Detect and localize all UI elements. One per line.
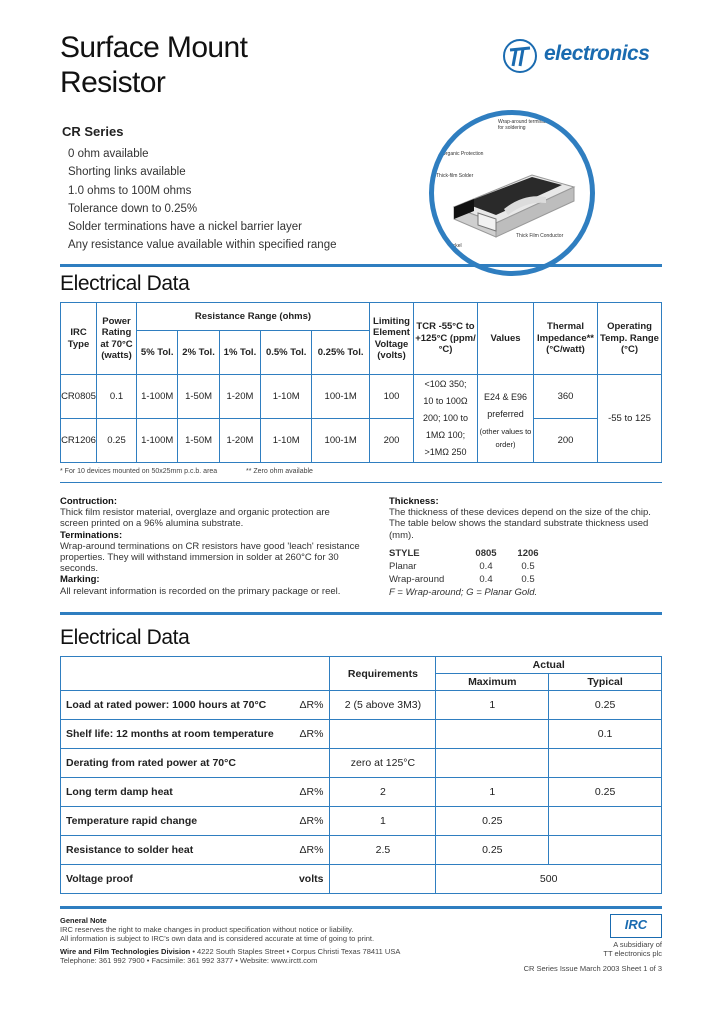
list-item: Solder terminations have a nickel barrier layer — [68, 221, 302, 234]
col-header: Values — [478, 303, 534, 375]
diagram-label: Nickel — [448, 243, 462, 249]
table-row: Resistance to solder heat ΔR% 2.5 0.25 — [61, 836, 662, 865]
table-row: Shelf life: 12 months at room temperature ΔR% 0.1 — [61, 720, 662, 749]
col-header: IRC Type — [61, 303, 97, 375]
footer-right: A subsidiary of TT electronics plc — [603, 940, 662, 958]
section-heading: Electrical Data — [60, 626, 190, 649]
tt-electronics-logo: electronics — [500, 36, 665, 76]
col-header: 2% Tol. — [178, 331, 219, 375]
col-header: 5% Tol. — [137, 331, 178, 375]
list-item: Any resistance value available within specified range — [68, 239, 337, 252]
section-rule — [60, 264, 662, 267]
table-row: CR1206 0.25 1-100M 1-50M 1-20M 1-10M 100-1M 200 200 — [61, 419, 662, 463]
diagram-label: Thick Film Conductor — [516, 233, 564, 239]
col-header: Limiting Element Voltage (volts) — [370, 303, 414, 375]
thickness-notes: Thickness: The thickness of these devices depend on the size of the chip. The table below shows the standard substrate thickness used (mm). STYLE 0805 1206 Planar 0.4 0.5 Wrap-around 0.4 0.5 F = Wrap-around; G = Planar Gold. — [389, 496, 651, 599]
col-header: TCR -55°C to +125°C (ppm/°C) — [414, 303, 478, 375]
col-header: Typical — [549, 674, 662, 691]
footer-notes: General Note IRC reserves the right to make changes in product specification without notice or liability. All information is subject to IRC's own data and is considered accurate at time of going to print. Wire and Film Technologies Division • 4222 South Staples Street • Corpus Christi Texas 78411 USA Telephone: 361 992 7900 • Facsimile: 361 992 3377 • Website: www.irctt.com — [60, 916, 401, 965]
table-row: Temperature rapid change ΔR% 1 0.25 — [61, 807, 662, 836]
col-header: Thermal Impedance** (°C/watt) — [534, 303, 598, 375]
thickness-table: STYLE 0805 1206 Planar 0.4 0.5 Wrap-around 0.4 0.5 — [389, 547, 549, 587]
col-header: Maximum — [436, 674, 549, 691]
col-header: 0.5% Tol. — [261, 331, 312, 375]
issue-info: CR Series Issue March 2003 Sheet 1 of 3 — [523, 964, 662, 973]
col-header: Power Rating at 70°C (watts) — [97, 303, 137, 375]
tcr-cell: <10Ω 350; 10 to 100Ω 200; 100 to 1MΩ 100; >1MΩ 250 — [414, 375, 478, 463]
col-header: Requirements — [330, 657, 436, 691]
diagram-label: Thick-film Solder — [436, 173, 474, 179]
list-item: 0 ohm available — [68, 148, 149, 160]
list-item: Shorting links available — [68, 166, 186, 179]
page-title: Surface Mount Resistor — [60, 31, 248, 99]
list-item: 1.0 ohms to 100M ohms — [68, 184, 192, 197]
tt-logo-icon — [500, 36, 540, 76]
table-row: Load at rated power: 1000 hours at 70°C ΔR% 2 (5 above 3M3) 1 0.25 — [61, 691, 662, 720]
footer-rule — [60, 906, 662, 909]
col-header: Actual — [436, 657, 662, 674]
irc-logo: IRC — [610, 914, 662, 938]
feature-list — [68, 145, 337, 255]
table-row: Voltage proof volts 500 — [61, 865, 662, 894]
table-row: CR0805 0.1 1-100M 1-50M 1-20M 1-10M 100-1M 100 <10Ω 350; 10 to 100Ω 200; 100 to 1MΩ 100; >1MΩ 250 E24 & E96 preferred (other values to order) 360 -55 to 125 — [61, 375, 662, 419]
diagram-label: Wrap-around terminations for soldering — [498, 119, 556, 131]
table-row: Derating from rated power at 70°C zero at 125°C — [61, 749, 662, 778]
col-header: Operating Temp. Range (°C) — [598, 303, 662, 375]
footnote: * For 10 devices mounted on 50x25mm p.c.b. area — [60, 468, 218, 475]
table-row: Wrap-around 0.4 0.5 — [389, 574, 535, 586]
diagram-label: Organic Protection — [442, 151, 484, 157]
footnote: ** Zero ohm available — [246, 468, 313, 475]
table-row: Long term damp heat ΔR% 2 1 0.25 — [61, 778, 662, 807]
table-row: Planar 0.4 0.5 — [389, 561, 535, 573]
series-title: CR Series — [62, 124, 124, 139]
resistor-diagram — [429, 110, 595, 276]
construction-notes: Contruction: Thick film resistor material, overglaze and organic protection are screen printed on a 96% alumina substrate. Terminations: Wrap-around terminations on CR resistors have good 'leach' resistance properties. They will withstand immersion in solder at 260°C for 30 seconds. Marking: All relevant information is recorded on the primary package or reel. — [60, 496, 360, 597]
performance-table — [60, 656, 662, 894]
divider — [60, 482, 662, 483]
values-cell: E24 & E96 preferred (other values to order) — [478, 375, 534, 463]
section-heading: Electrical Data — [60, 272, 190, 295]
col-header: 1% Tol. — [219, 331, 260, 375]
operating-cell: -55 to 125 — [598, 375, 662, 463]
list-item: Tolerance down to 0.25% — [68, 202, 198, 215]
col-header: Resistance Range (ohms) — [137, 303, 370, 331]
col-header: 0.25% Tol. — [312, 331, 370, 375]
section-rule — [60, 612, 662, 615]
electrical-data-table — [60, 302, 662, 463]
